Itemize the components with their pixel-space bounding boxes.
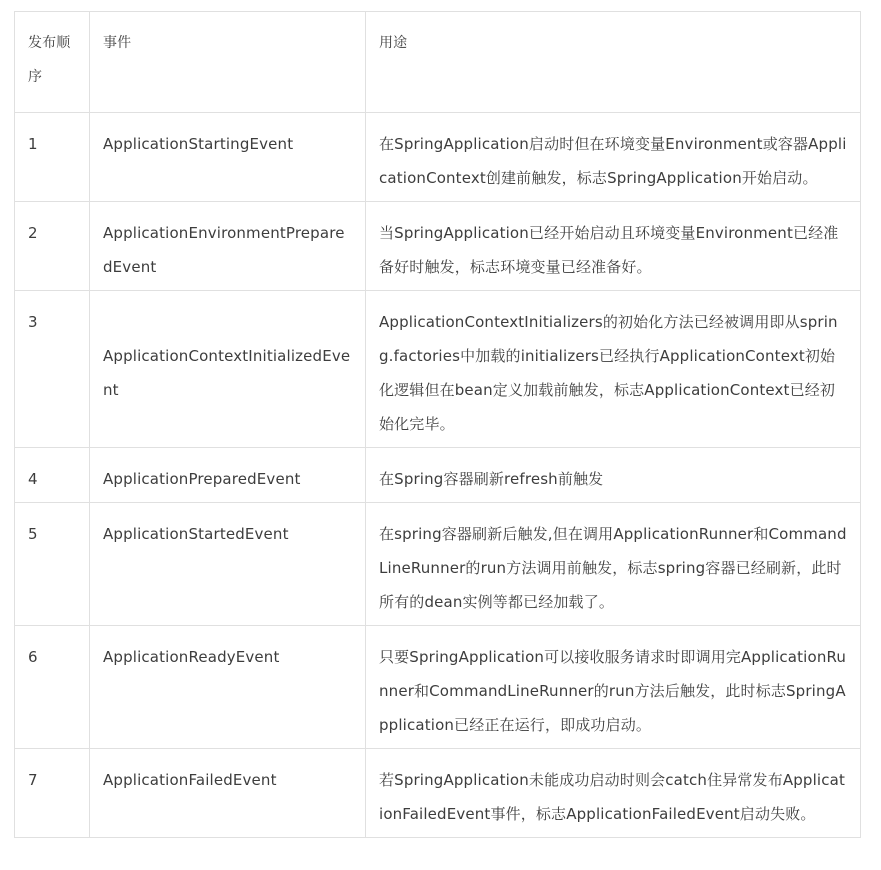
order-cell: 1 [15, 113, 90, 202]
event-cell: ApplicationStartingEvent [90, 113, 366, 202]
usage-cell: 在SpringApplication启动时但在环境变量Environment或容器ApplicationContext创建前触发，标志SpringApplication开始启动。 [366, 113, 861, 202]
event-table-container [14, 11, 861, 838]
event-cell: ApplicationFailedEvent [90, 749, 366, 838]
table-row [15, 448, 861, 503]
usage-cell: 在Spring容器刷新refresh前触发 [366, 448, 861, 503]
order-cell: 3 [15, 291, 90, 448]
order-cell: 2 [15, 202, 90, 291]
header-usage: 用途 [366, 12, 861, 113]
table-header-row [15, 12, 861, 113]
usage-cell: 在spring容器刷新后触发,但在调用ApplicationRunner和CommandLineRunner的run方法调用前触发，标志spring容器已经刷新，此时所有的dean实例等都已经加载了。 [366, 503, 861, 626]
header-order: 发布顺序 [15, 12, 90, 113]
usage-cell: 只要SpringApplication可以接收服务请求时即调用完ApplicationRunner和CommandLineRunner的run方法后触发，此时标志SpringApplication已经正在运行，即成功启动。 [366, 626, 861, 749]
table-row [15, 626, 861, 749]
usage-cell: 若SpringApplication未能成功启动时则会catch住异常发布ApplicationFailedEvent事件，标志ApplicationFailedEvent启动失败。 [366, 749, 861, 838]
usage-cell: ApplicationContextInitializers的初始化方法已经被调用即从spring.factories中加载的initializers已经执行ApplicationContext初始化逻辑但在bean定义加载前触发，标志ApplicationContext已经初始化完毕。 [366, 291, 861, 448]
event-cell: ApplicationEnvironmentPreparedEvent [90, 202, 366, 291]
event-cell [90, 291, 366, 448]
table-row [15, 749, 861, 838]
event-cell: ApplicationPreparedEvent [90, 448, 366, 503]
event-cell: ApplicationReadyEvent [90, 626, 366, 749]
order-cell: 4 [15, 448, 90, 503]
order-cell: 7 [15, 749, 90, 838]
order-cell: 6 [15, 626, 90, 749]
event-cell-text: ApplicationContextInitializedEvent [103, 347, 351, 399]
usage-cell: 当SpringApplication已经开始启动且环境变量Environment已经准备好时触发，标志环境变量已经准备好。 [366, 202, 861, 291]
table-row [15, 202, 861, 291]
table-row [15, 503, 861, 626]
event-cell: ApplicationStartedEvent [90, 503, 366, 626]
table-row [15, 291, 861, 448]
order-cell: 5 [15, 503, 90, 626]
spring-event-table [14, 11, 861, 838]
header-event: 事件 [90, 12, 366, 113]
table-row [15, 113, 861, 202]
